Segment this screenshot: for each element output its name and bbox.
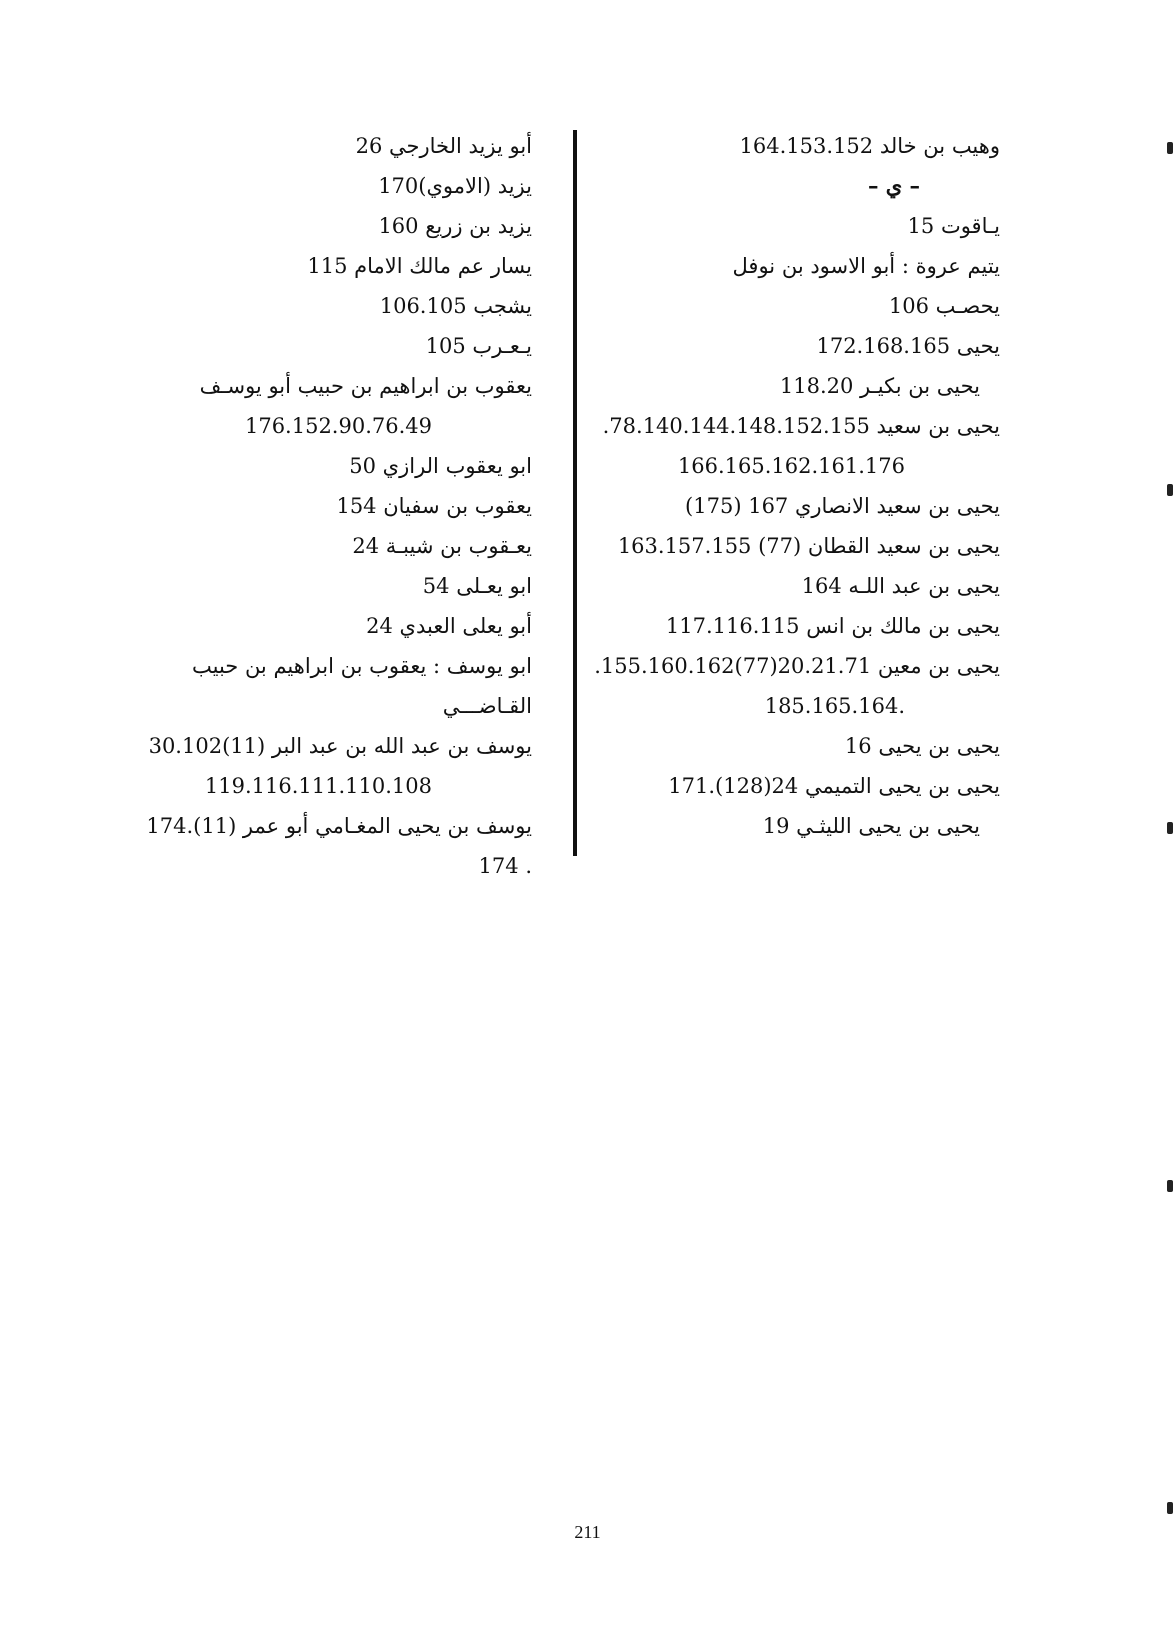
index-entry: يحيى بن يحيى الليثـي 19 [762,814,980,838]
index-entry: يـعـرب 105 [425,334,532,358]
index-entry: يحيى بن بكيـر 118.20 [779,374,980,398]
index-entry: يحيى بن سعيد الانصاري 167 (175) [685,494,1000,518]
index-entry: يحيى 172.168.165 [816,334,1000,358]
index-entry: يزيد بن زريع 160 [378,214,532,238]
index-entry: يزيد (الاموي)170 [378,174,532,198]
index-entry: ابو يعـلى 54 [422,574,532,598]
scan-margin-mark [1167,484,1173,496]
index-entry: يسار عم مالك الامام 115 [307,254,532,278]
index-entry: يشجب 106.105 [379,294,532,318]
index-entry-continuation: القـاضـــي [442,694,532,718]
scan-margin-mark [1167,1502,1173,1514]
scan-margin-mark [1167,142,1173,154]
index-entry: أبو يزيد الخارجي 26 [355,134,532,158]
section-heading: – ي – [867,173,920,198]
page-number: 211 [574,1522,601,1542]
index-entry: يحصـب 106 [888,294,1000,318]
index-entry: يعـقوب بن شيبـة 24 [352,534,532,558]
index-entry: يوسف بن عبد الله بن عبد البر (11)30.102 [148,734,532,758]
index-entry: يحيى بن سعيد القطان (77) 163.157.155 [617,534,1000,558]
scan-margin-mark [1167,1180,1173,1192]
index-column-right [590,126,1000,846]
index-entry: وهيب بن خالد 164.153.152 [739,134,1000,158]
index-entry-continuation: 119.116.111.110.108 [204,774,432,798]
index-entry: ابو يوسف : يعقوب بن ابراهيم بن حبيب [192,654,532,678]
column-divider [573,130,577,856]
index-column-left [122,126,532,886]
index-entry: يحيى بن معين 20.21.71(77)155.160.162. [594,654,1000,678]
index-entry-continuation: 176.152.90.76.49 [244,414,432,438]
index-entry-continuation: .185.165.164 [764,694,905,718]
index-entry: يحيى بن سعيد 78.140.144.148.152.155. [602,414,1000,438]
index-entry: يعقوب بن سفيان 154 [336,494,532,518]
index-entry: يـاقوت 15 [907,214,1000,238]
index-entry: ابو يعقوب الرازي 50 [349,454,532,478]
index-entry: يحيى بن يحيى التميمي 24(128).171 [668,774,1000,798]
index-entry-continuation: 166.165.162.161.176 [677,454,905,478]
index-entry: يوسف بن يحيى المغـامي أبو عمر (11).174 [146,814,532,838]
index-entry: يحيى بن يحيى 16 [844,734,1000,758]
index-entry-continuation: . 174 [478,854,532,878]
index-entry: يحيى بن مالك بن انس 117.116.115 [665,614,1000,638]
scan-margin-mark [1167,822,1173,834]
index-entry: يتيم عروة : أبو الاسود بن نوفل [732,254,1000,278]
index-entry: يحيى بن عبد اللـه 164 [801,574,1000,598]
index-entry: أبو يعلى العبدي 24 [366,614,532,638]
index-entry: يعقوب بن ابراهيم بن حبيب أبو يوسـف [199,374,532,398]
